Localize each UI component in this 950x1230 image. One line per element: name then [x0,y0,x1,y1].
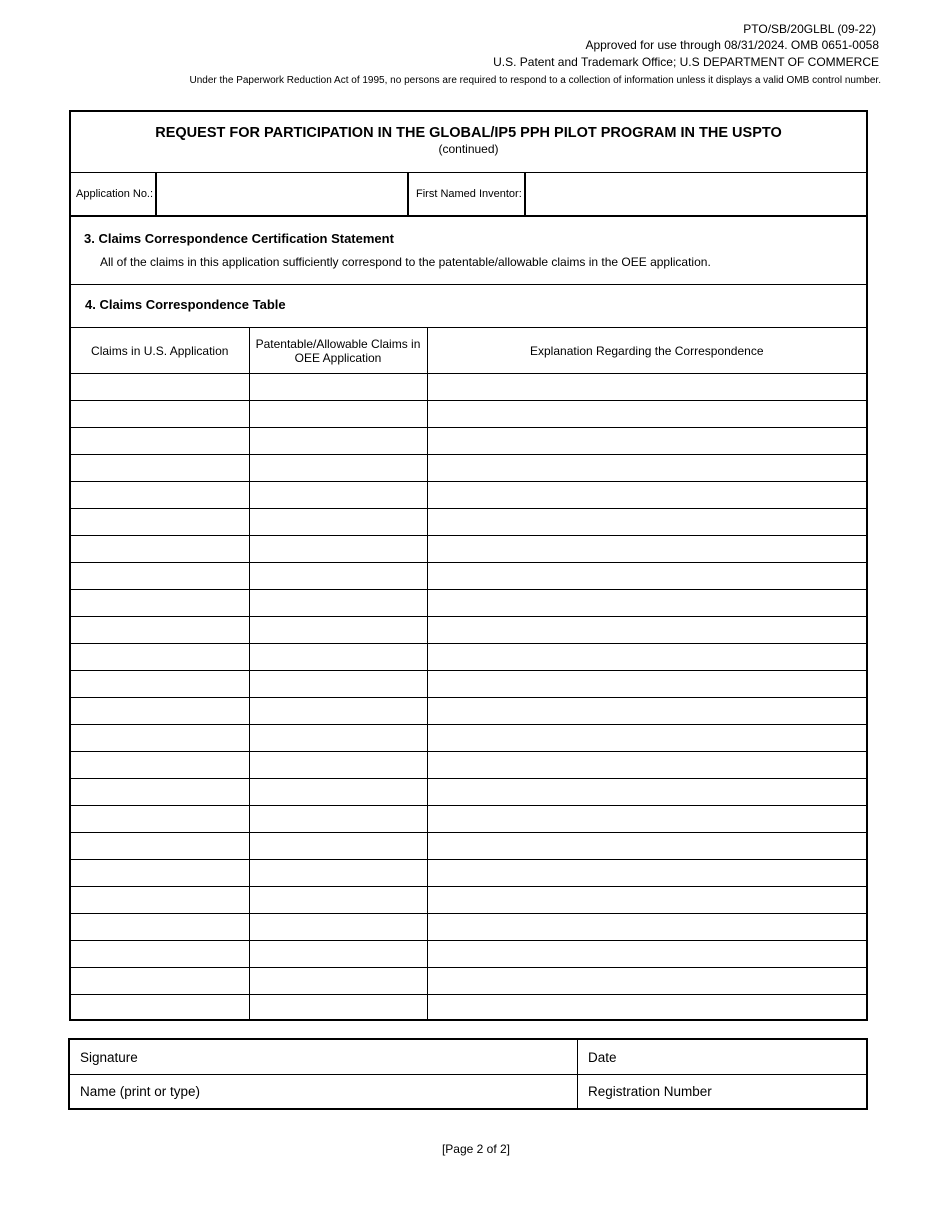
signature-field[interactable] [70,1040,578,1075]
oee-claims-cell[interactable] [249,536,427,563]
us-claims-cell[interactable] [71,752,249,779]
claims-correspondence-table [71,328,866,1021]
us-claims-cell[interactable] [71,779,249,806]
application-no-label: Application No.: [71,173,157,215]
us-claims-cell[interactable] [71,428,249,455]
oee-claims-cell[interactable] [249,860,427,887]
table-row [71,401,866,428]
explanation-cell[interactable] [427,995,866,1022]
oee-claims-cell[interactable] [249,671,427,698]
us-claims-cell[interactable] [71,617,249,644]
us-claims-cell[interactable] [71,644,249,671]
us-claims-cell[interactable] [71,401,249,428]
oee-claims-cell[interactable] [249,509,427,536]
oee-claims-cell[interactable] [249,455,427,482]
office-name: U.S. Patent and Trademark Office; U.S DEPARTMENT OF COMMERCE [493,55,879,69]
explanation-cell[interactable] [427,833,866,860]
explanation-cell[interactable] [427,563,866,590]
signature-block [68,1038,868,1110]
explanation-cell[interactable] [427,374,866,401]
oee-claims-cell[interactable] [249,752,427,779]
date-label: Date [588,1049,617,1065]
explanation-cell[interactable] [427,968,866,995]
approval-notice: Approved for use through 08/31/2024. OMB 0651-0058 [585,38,879,52]
table-row [71,563,866,590]
column-header-explanation: Explanation Regarding the Correspondence [427,328,866,374]
paperwork-notice: Under the Paperwork Reduction Act of 1995, no persons are required to respond to a collection of information unless it displays a valid OMB control number. [189,75,881,86]
table-row [71,833,866,860]
oee-claims-cell[interactable] [249,725,427,752]
us-claims-cell[interactable] [71,995,249,1022]
explanation-cell[interactable] [427,455,866,482]
us-claims-cell[interactable] [71,590,249,617]
oee-claims-cell[interactable] [249,428,427,455]
explanation-cell[interactable] [427,806,866,833]
oee-claims-cell[interactable] [249,833,427,860]
us-claims-cell[interactable] [71,968,249,995]
table-row [71,995,866,1022]
column-header-oee-claims: Patentable/Allowable Claims in OEE Application [249,328,427,374]
oee-claims-cell[interactable] [249,617,427,644]
oee-claims-cell[interactable] [249,995,427,1022]
registration-number-label: Registration Number [588,1084,712,1099]
us-claims-cell[interactable] [71,725,249,752]
us-claims-cell[interactable] [71,671,249,698]
us-claims-cell[interactable] [71,455,249,482]
oee-claims-cell[interactable] [249,401,427,428]
table-row [71,914,866,941]
explanation-cell[interactable] [427,779,866,806]
us-claims-cell[interactable] [71,536,249,563]
certification-section [71,217,866,285]
correspondence-table-section [71,285,866,328]
claims-table-body [71,374,866,1022]
date-field[interactable] [578,1040,866,1075]
signature-label: Signature [80,1049,138,1065]
oee-claims-cell[interactable] [249,590,427,617]
explanation-cell[interactable] [427,482,866,509]
application-info-row [71,173,866,217]
application-no-field[interactable] [159,173,409,215]
table-row [71,455,866,482]
first-named-inventor-label: First Named Inventor: [409,173,526,215]
form-title: REQUEST FOR PARTICIPATION IN THE GLOBAL/IP5 PPH PILOT PROGRAM IN THE USPTO [155,125,782,141]
explanation-cell[interactable] [427,725,866,752]
table-row [71,887,866,914]
table-row [71,941,866,968]
table-row [71,374,866,401]
explanation-cell[interactable] [427,887,866,914]
us-claims-cell[interactable] [71,887,249,914]
explanation-cell[interactable] [427,536,866,563]
table-row [71,536,866,563]
registration-number-field[interactable] [578,1075,866,1108]
table-row [71,428,866,455]
explanation-cell[interactable] [427,428,866,455]
table-row [71,590,866,617]
form-title-area [71,112,866,173]
table-row [71,482,866,509]
first-named-inventor-field[interactable] [528,173,866,215]
form-subtitle: (continued) [438,142,499,156]
explanation-cell[interactable] [427,860,866,887]
us-claims-cell[interactable] [71,482,249,509]
table-row [71,644,866,671]
table-row [71,617,866,644]
oee-claims-cell[interactable] [249,482,427,509]
table-header-row [71,328,866,374]
form-number: PTO/SB/20GLBL (09-22) [743,22,876,36]
us-claims-cell[interactable] [71,914,249,941]
column-header-us-claims: Claims in U.S. Application [71,328,249,374]
explanation-cell[interactable] [427,509,866,536]
certification-statement: All of the claims in this application sufficiently correspond to the patentable/allowable claims in the OEE application. [100,255,711,269]
oee-claims-cell[interactable] [249,914,427,941]
oee-claims-cell[interactable] [249,806,427,833]
certification-title: 3. Claims Correspondence Certification Statement [84,231,394,246]
oee-claims-cell[interactable] [249,887,427,914]
table-row [71,725,866,752]
table-row [71,671,866,698]
oee-claims-cell[interactable] [249,563,427,590]
form-box [69,110,868,1021]
table-row [71,509,866,536]
explanation-cell[interactable] [427,617,866,644]
table-row [71,752,866,779]
us-claims-cell[interactable] [71,806,249,833]
table-row [71,698,866,725]
us-claims-cell[interactable] [71,833,249,860]
us-claims-cell[interactable] [71,509,249,536]
correspondence-table-title: 4. Claims Correspondence Table [85,297,286,312]
explanation-cell[interactable] [427,698,866,725]
oee-claims-cell[interactable] [249,698,427,725]
name-label: Name (print or type) [80,1084,201,1099]
oee-claims-cell[interactable] [249,968,427,995]
explanation-cell[interactable] [427,671,866,698]
us-claims-cell[interactable] [71,563,249,590]
name-field[interactable] [70,1075,578,1108]
explanation-cell[interactable] [427,914,866,941]
table-row [71,860,866,887]
table-row [71,968,866,995]
us-claims-cell[interactable] [71,860,249,887]
oee-claims-cell[interactable] [249,941,427,968]
table-row [71,779,866,806]
us-claims-cell[interactable] [71,941,249,968]
oee-claims-cell[interactable] [249,644,427,671]
oee-claims-cell[interactable] [249,779,427,806]
page-number: [Page 2 of 2] [441,1142,511,1156]
oee-claims-cell[interactable] [249,374,427,401]
us-claims-cell[interactable] [71,374,249,401]
explanation-cell[interactable] [427,401,866,428]
explanation-cell[interactable] [427,590,866,617]
explanation-cell[interactable] [427,644,866,671]
us-claims-cell[interactable] [71,698,249,725]
table-row [71,806,866,833]
explanation-cell[interactable] [427,941,866,968]
explanation-cell[interactable] [427,752,866,779]
